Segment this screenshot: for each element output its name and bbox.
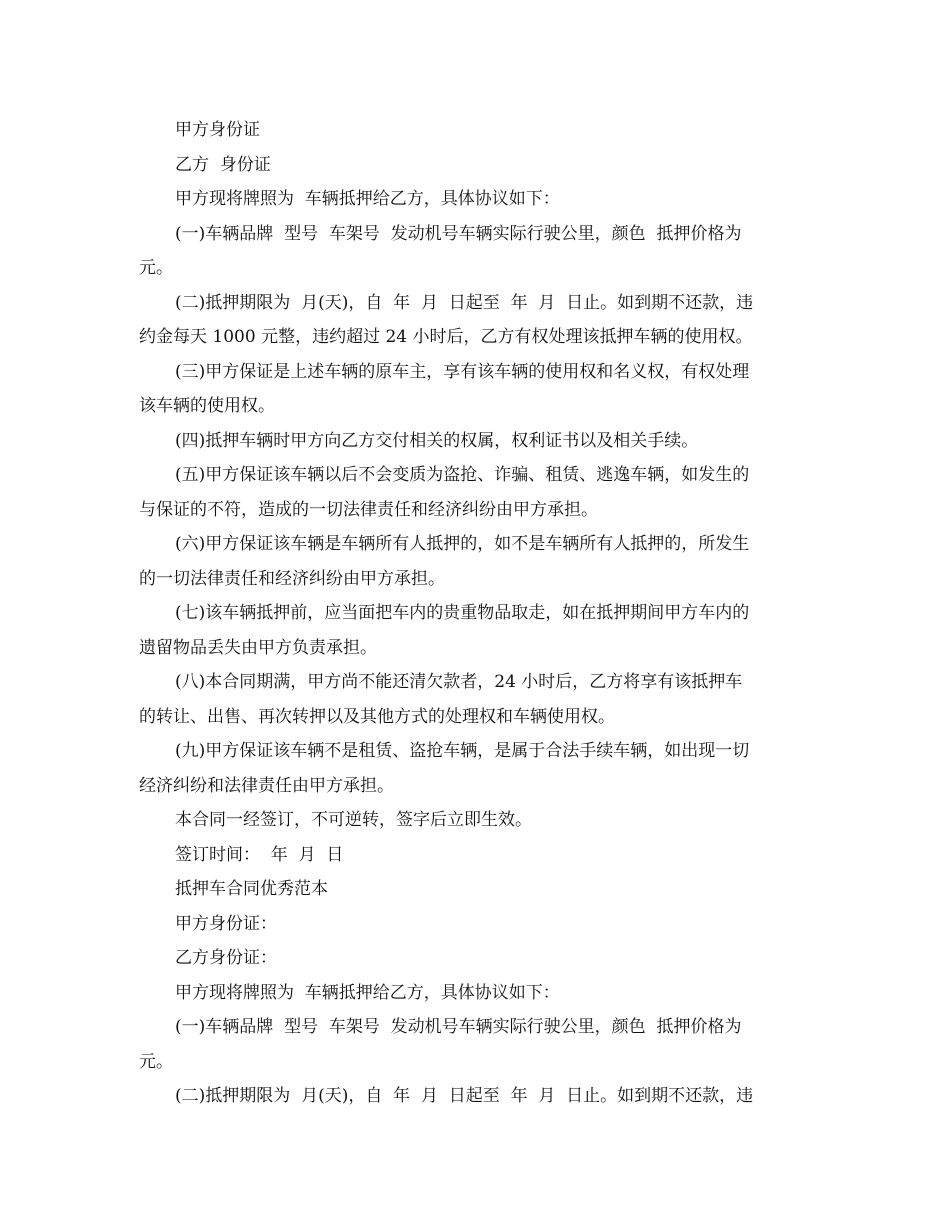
section-title: 抵押车合同优秀范本 — [175, 879, 328, 899]
doc-line: (二)抵押期限为 月(天)，自 年 月 日起至 年 月 日止。如到期不还款，违 — [175, 1086, 754, 1106]
doc-line: (七)该车辆抵押前，应当面把车内的贵重物品取走，如在抵押期间甲方车内的 — [175, 603, 750, 623]
document-body — [139, 113, 817, 1114]
doc-line: 乙方身份证： — [175, 948, 277, 968]
doc-line: (九)甲方保证该车辆不是租赁、盗抢车辆，是属于合法手续车辆，如出现一切 — [175, 741, 750, 761]
doc-line: (一)车辆品牌 型号 车架号 发动机号车辆实际行驶公里，颜色 抵押价格为 — [175, 1017, 742, 1037]
doc-line: 元。 — [139, 258, 173, 278]
doc-line: 与保证的不符，造成的一切法律责任和经济纠纷由甲方承担。 — [139, 499, 598, 520]
doc-line: 遗留物品丢失由甲方负责承担。 — [139, 637, 377, 658]
doc-line: 的一切法律责任和经济纠纷由甲方承担。 — [139, 568, 445, 589]
doc-line: (五)甲方保证该车辆以后不会变质为盗抢、诈骗、租赁、逃逸车辆，如发生的 — [175, 465, 750, 485]
doc-line: 元。 — [139, 1051, 173, 1072]
doc-line: 甲方身份证 — [175, 120, 260, 140]
doc-line: (四)抵押车辆时甲方向乙方交付相关的权属，权利证书以及相关手续。 — [175, 430, 699, 451]
doc-line: (八)本合同期满，甲方尚不能还清欠款者，24 小时后，乙方将享有该抵押车 — [175, 672, 743, 692]
doc-line: (六)甲方保证该车辆是车辆所有人抵押的，如不是车辆所有人抵押的，所发生 — [175, 534, 750, 554]
doc-line: 甲方现将牌照为 车辆抵押给乙方，具体协议如下： — [175, 189, 560, 209]
doc-line: (二)抵押期限为 月(天)，自 年 月 日起至 年 月 日止。如到期不还款，违 — [175, 292, 754, 313]
doc-line: 经济纠纷和法律责任由甲方承担。 — [139, 775, 394, 796]
doc-line: (三)甲方保证是上述车辆的原车主，享有该车辆的使用权和名义权，有权处理 — [175, 361, 750, 382]
doc-line: 该车辆的使用权。 — [139, 396, 275, 416]
doc-line: 乙方 身份证 — [175, 154, 271, 175]
doc-line: 本合同一经签订，不可逆转，签字后立即生效。 — [175, 810, 532, 830]
doc-line: 甲方身份证： — [175, 913, 277, 934]
doc-line: (一)车辆品牌 型号 车架号 发动机号车辆实际行驶公里，颜色 抵押价格为 — [175, 223, 742, 244]
doc-line: 甲方现将牌照为 车辆抵押给乙方，具体协议如下： — [175, 982, 560, 1003]
doc-line: 约金每天 1000 元整，违约超过 24 小时后，乙方有权处理该抵押车辆的使用权。 — [139, 327, 753, 347]
doc-line: 的转让、出售、再次转押以及其他方式的处理权和车辆使用权。 — [139, 706, 615, 727]
signing-date-line: 签订时间： 年 月 日 — [175, 844, 344, 865]
